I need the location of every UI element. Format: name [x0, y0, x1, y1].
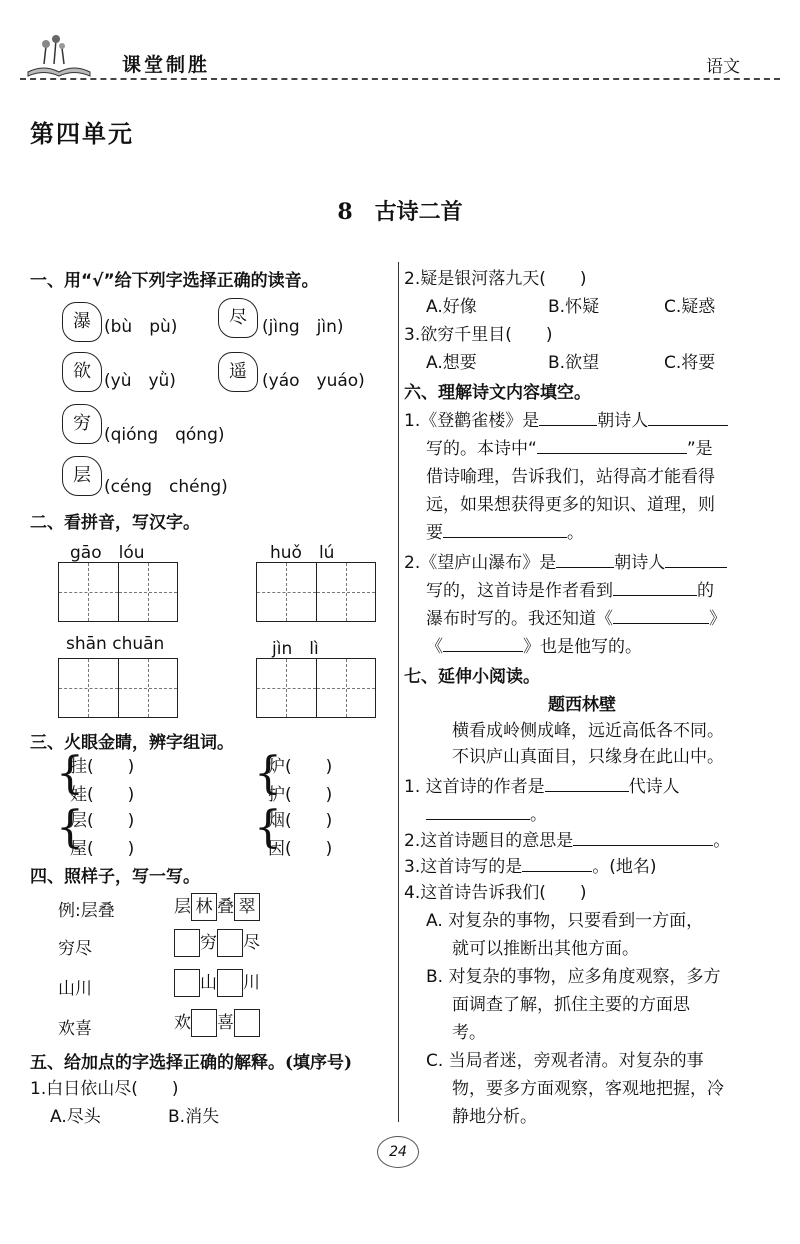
s7-optB-cont: 面调查了解，抓住主要的方面思: [452, 995, 690, 1015]
s7-optC[interactable]: C. 当局者迷，旁观者清。对复杂的事: [426, 1051, 704, 1071]
header-title: 课堂制胜: [122, 54, 211, 76]
word-pair-item[interactable]: 屋( ): [70, 839, 135, 859]
pinyin-label: shān chuān: [66, 634, 165, 654]
s6-q1-line1: 1.《登鹳雀楼》是 朝诗人: [404, 406, 728, 431]
s6-q2-line3: 瀑布时写的。我还知道《 》: [426, 609, 726, 629]
answer-box[interactable]: [217, 929, 243, 957]
example-box: 翠: [234, 893, 260, 921]
brace: {: [254, 748, 282, 799]
example-box: 林: [191, 893, 217, 921]
s5-q1[interactable]: 1.白日依山尽( ): [30, 1079, 179, 1099]
poem-line: 不识庐山真面目，只缘身在此山中。: [452, 747, 724, 767]
column-divider: [398, 262, 399, 1122]
page-number: 24: [377, 1136, 419, 1168]
s6-q1-line2: 写的。本诗中“ ”是: [426, 439, 713, 459]
s5-q3-optB[interactable]: B.欲望: [548, 353, 600, 373]
word-pair-item[interactable]: 烟( ): [268, 811, 333, 831]
unit-title: 第四单元: [30, 120, 134, 148]
blank[interactable]: [573, 829, 713, 846]
s5-q3-optA[interactable]: A.想要: [426, 353, 477, 373]
answer-box[interactable]: [191, 1009, 217, 1037]
blank[interactable]: [522, 855, 592, 872]
s7-optB-cont: 考。: [452, 1023, 486, 1043]
s3-title: 三、火眼金睛，辨字组词。: [30, 733, 234, 753]
s7-optC-cont: 静地分析。: [452, 1107, 537, 1127]
char-box: 瀑: [62, 302, 102, 342]
s5-note: (填序号): [285, 1053, 353, 1073]
pattern-row: 欢 喜: [174, 1008, 260, 1037]
row-label: 山川: [58, 979, 92, 999]
word-pair-item[interactable]: 炉( ): [268, 757, 333, 777]
blank[interactable]: [556, 551, 614, 568]
s5-q1-optB[interactable]: B.消失: [168, 1107, 220, 1127]
header-logo: [24, 34, 94, 78]
pinyin-option[interactable]: (céng chéng): [104, 477, 228, 497]
example-char: 叠: [217, 897, 234, 917]
word-pair-item[interactable]: 因( ): [268, 839, 333, 859]
answer-box[interactable]: [174, 929, 200, 957]
char-box: 遥: [218, 352, 258, 392]
example-char: 层: [174, 897, 191, 917]
brace: {: [56, 748, 84, 799]
s7-q3: 3.这首诗写的是 。(地名): [404, 857, 657, 877]
s6-q1-line3: 借诗喻理，告诉我们，站得高才能看得: [426, 467, 715, 487]
blank[interactable]: [613, 607, 709, 624]
pinyin-option[interactable]: (yáo yuáo): [262, 371, 365, 391]
s7-q2: 2.这首诗题目的意思是 。: [404, 831, 731, 851]
writing-grid[interactable]: [256, 562, 376, 622]
header-divider: [20, 78, 780, 80]
s5-q3[interactable]: 3.欲穷千里目( ): [404, 325, 553, 345]
answer-box[interactable]: [174, 969, 200, 997]
s5-q2-optB[interactable]: B.怀疑: [548, 297, 600, 317]
answer-box[interactable]: [217, 969, 243, 997]
s7-title: 七、延伸小阅读。: [404, 667, 540, 687]
blank[interactable]: [648, 409, 728, 426]
char-box: 尽: [218, 298, 258, 338]
blank[interactable]: [443, 521, 567, 538]
blank[interactable]: [545, 775, 629, 792]
s7-q1-cont: 。: [426, 800, 547, 825]
char-box: 穷: [62, 404, 102, 444]
blank[interactable]: [665, 551, 727, 568]
row-label: 欢喜: [58, 1019, 92, 1039]
pinyin-option[interactable]: (bù pù): [104, 317, 178, 337]
word-pair-item[interactable]: 娃( ): [70, 785, 135, 805]
s5-q2-optA[interactable]: A.好像: [426, 297, 477, 317]
pinyin-option[interactable]: (qióng qóng): [104, 425, 225, 445]
word-pair-item[interactable]: 层( ): [70, 811, 135, 831]
s6-q2-line1: 2.《望庐山瀑布》是 朝诗人: [404, 548, 727, 573]
s7-q4[interactable]: 4.这首诗告诉我们( ): [404, 883, 587, 903]
pinyin-label: jìn lì: [272, 639, 319, 659]
s4-title: 四、照样子，写一写。: [30, 867, 200, 887]
row-label: 穷尽: [58, 939, 92, 959]
s7-optA[interactable]: A. 对复杂的事物，只要看到一方面，: [426, 911, 704, 931]
writing-grid[interactable]: [256, 658, 376, 718]
pattern-row: 穷 尽: [174, 928, 260, 957]
brace: {: [56, 802, 84, 853]
s7-q1: 1. 这首诗的作者是 代诗人: [404, 777, 680, 797]
pinyin-option[interactable]: (yù yǜ): [104, 371, 176, 391]
answer-box[interactable]: [234, 1009, 260, 1037]
word-pair-item[interactable]: 护( ): [268, 785, 333, 805]
example-label: 例:层叠: [58, 901, 115, 921]
char-box: 欲: [62, 352, 102, 392]
blank[interactable]: [443, 635, 523, 652]
pinyin-label: huǒ lú: [270, 543, 335, 563]
pattern-row: 山 川: [174, 968, 260, 997]
writing-grid[interactable]: [58, 562, 178, 622]
pinyin-option[interactable]: (jìng jìn): [262, 317, 344, 337]
s1-title: 一、用“√”给下列字选择正确的读音。: [30, 271, 319, 291]
blank[interactable]: [537, 437, 687, 454]
s7-optB[interactable]: B. 对复杂的事物，应多角度观察，多方: [426, 967, 721, 987]
pinyin-label: gāo lóu: [70, 543, 145, 563]
s5-title: 五、给加点的字选择正确的解释。(填序号): [30, 1053, 353, 1073]
header-subject: 语文: [706, 57, 740, 77]
s5-q2-optC[interactable]: C.疑惑: [664, 297, 716, 317]
s6-q2-line4: 《 》也是他写的。: [426, 637, 642, 657]
s5-q1-optA[interactable]: A.尽头: [50, 1107, 101, 1127]
blank[interactable]: [613, 579, 697, 596]
s7-optA-cont: 就可以推断出其他方面。: [452, 939, 639, 959]
s5-q3-optC[interactable]: C.将要: [664, 353, 716, 373]
s6-q1-line4: 远，如果想获得更多的知识、道理，则: [426, 495, 715, 515]
s5-q2[interactable]: 2.疑是银河落九天( ): [404, 269, 587, 289]
blank[interactable]: [426, 803, 530, 820]
word-pair-item[interactable]: 挂( ): [70, 757, 135, 777]
poem-line: 横看成岭侧成峰，远近高低各不同。: [452, 721, 724, 741]
poem-title: 题西林壁: [548, 695, 616, 715]
s6-q2-line2: 写的，这首诗是作者看到 的: [426, 581, 714, 601]
example-answer: [174, 892, 260, 921]
char-box: 层: [62, 456, 102, 496]
s6-title: 六、理解诗文内容填空。: [404, 383, 591, 403]
s7-optC-cont: 物，要多方面观察，客观地把握，冷: [452, 1079, 724, 1099]
brace: {: [254, 802, 282, 853]
writing-grid[interactable]: [58, 658, 178, 718]
s2-title: 二、看拼音，写汉字。: [30, 513, 200, 533]
blank[interactable]: [539, 409, 597, 426]
book-flower-icon: [24, 34, 94, 78]
s6-q1-line5: 要 。: [426, 523, 584, 543]
lesson-title: 8 古诗二首: [337, 199, 463, 225]
